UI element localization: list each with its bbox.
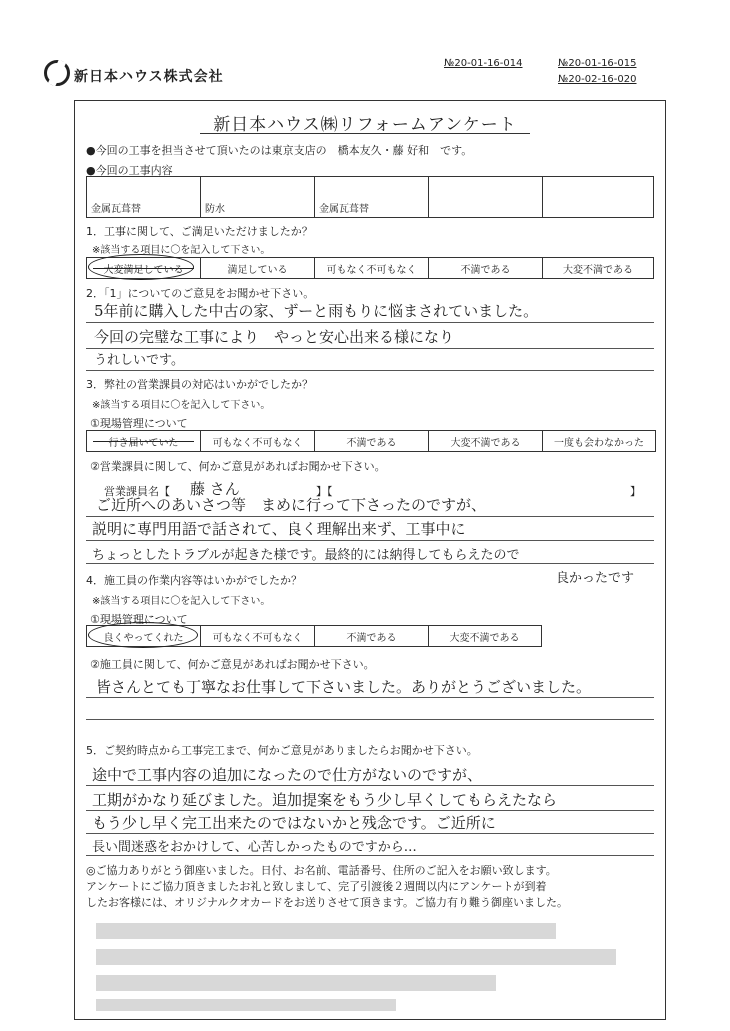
q3-rule-1 [86,516,654,517]
q4-instruction: ※該当する項目に〇を記入して下さい。 [92,596,271,607]
q3-bracket-close: 】【 [316,485,333,498]
q1-option-5: 大変不満である [563,264,633,276]
q1-option-2: 満足している [201,258,315,278]
survey-title: 新日本ハウス㈱リフォームアンケート [213,115,517,135]
q3-sub1: ①現場管理について [90,417,188,430]
q1-instruction: ※該当する項目に〇を記入して下さい。 [92,245,271,256]
doc-number-2: №20-01-16-015 [558,58,637,69]
q4-answer-line-1: 皆さんとても丁寧なお仕事して下さいました。ありがとうございました。 [96,678,592,696]
q3-sub2: ②営業課員に関して、何かご意見があればお聞かせ下さい。 [90,460,386,473]
q4-sub2: ②施工員に関して、何かご意見があればお聞かせ下さい。 [90,658,375,671]
q4-question: 4．施工員の作業内容等はいかがでしたか？ [86,574,302,587]
q3-instruction: ※該当する項目に〇を記入して下さい。 [92,400,271,411]
q2-question: 2．「1」についてのご意見をお聞かせ下さい。 [86,287,315,300]
q2-rule-1 [86,322,654,323]
q2-rule-3 [86,370,654,371]
q1-option-3: 可もなく不可もなく [315,258,429,278]
q3-answer-line-3: ちょっとしたトラブルが起きた様です。最終的には納得してもらえたので [92,548,520,563]
q2-answer-line-2: 今回の完璧な工事により やっと安心出来る様になり [94,328,455,346]
q3-rule-2 [86,540,654,541]
q1-question: 1．工事に関して、ご満足いただけましたか？ [86,225,313,238]
q3-option-4: 大変不満である [429,431,543,451]
q1-selection-circle [88,254,194,280]
q5-rule-1 [86,785,654,786]
footer-line-1: ◎ご協力ありがとう御座いました。日付、お名前、電話番号、住所のご記入をお願い致します。 [86,864,557,877]
doc-number-3: №20-02-16-020 [558,74,637,85]
work-item-4 [429,177,543,217]
company-name: 新日本ハウス株式会社 [74,69,224,85]
doc-number-1: №20-01-16-014 [444,58,523,69]
q3-question: 3．弊社の営業課員の対応はいかがでしたか？ [86,378,313,391]
footer-line-2: アンケートにご協力頂きましたお礼と致しまして、完了引渡後２週間以内にアンケートが到着 [86,880,547,893]
q4-selection-circle [88,622,198,648]
footer-line-3: したお客様には、オリジナルクオカードをお送りさせて頂きます。ご協力有り難う御座いました。 [86,896,569,909]
q3-option-5: 一度も会わなかった [554,437,644,449]
q3-option-2: 可もなく不可もなく [201,431,315,451]
q3-rule-3 [86,563,654,564]
q5-answer-line-3: もう少し早く完工出来たのではないかと残念です。ご近所に [92,814,496,832]
q5-rule-2 [86,810,654,811]
q4-rule-1 [86,697,654,698]
q5-rule-4 [86,855,654,856]
q3-name-label: 営業課員名【 [104,485,170,498]
q5-answer-line-2: 工期がかなり延びました。追加提案をもう少し早くしてもらえたなら [92,791,558,809]
q3-answer-line-2: 説明に専門用語で話されて、良く理解出来ず、工事中に [92,520,466,538]
q5-question: 5．ご契約時点から工事完工まで、何かご意見がありましたらお聞かせ下さい。 [86,744,478,757]
work-item-2: 防水 [201,177,315,217]
work-heading: ●今回の工事内容 [86,164,173,177]
work-item-3: 金属瓦葺替 [315,177,429,217]
q2-answer-line-3: うれしいです。 [94,353,184,368]
q4-option-4: 大変不満である [449,632,520,644]
q3-option-1: 行き届いていた [87,431,201,451]
q4-rule-2 [86,719,654,720]
q5-answer-line-4: 長い間迷惑をおかけして、心苦しかったものですから… [92,840,417,855]
redacted-line-1 [96,923,556,939]
q4-option-3: 不満である [315,626,429,646]
staff-line: ●今回の工事を担当させて頂いたのは東京支店の 橋本友久・藤 好和 です。 [86,144,473,157]
q3-answer-line-1: ご近所へのあいさつ等 まめに行って下さったのですが、 [96,496,487,514]
q5-rule-3 [86,833,654,834]
q3-option-3: 不満である [315,431,429,451]
company-logo-icon [44,60,70,86]
q1-option-4: 不満である [429,258,543,278]
redacted-line-4 [96,999,396,1011]
title-underline [200,133,530,134]
work-item-5 [543,177,653,217]
work-item-1: 金属瓦葺替 [87,177,201,217]
q2-answer-line-1: 5年前に購入した中古の家、ずーと雨もりに悩まされていました。 [94,302,539,320]
redacted-line-3 [96,975,496,991]
q4-option-2: 可もなく不可もなく [201,626,315,646]
redacted-customer-info [86,915,654,1015]
q3-bracket-end: 】 [630,485,641,498]
work-table [86,176,654,218]
q3-options [86,430,656,452]
q5-answer-line-1: 途中で工事内容の追加になったので仕方がないのですが、 [92,766,483,784]
q3-name-value: 藤 さん [190,480,240,498]
q4-sub1: ①現場管理について [90,613,188,626]
redacted-line-2 [96,949,616,965]
q1-option-1: 大変満足している [87,258,201,278]
q4-option-1: 良くやってくれた [87,626,201,646]
q3-answer-line-4: 良かったです [556,571,635,586]
